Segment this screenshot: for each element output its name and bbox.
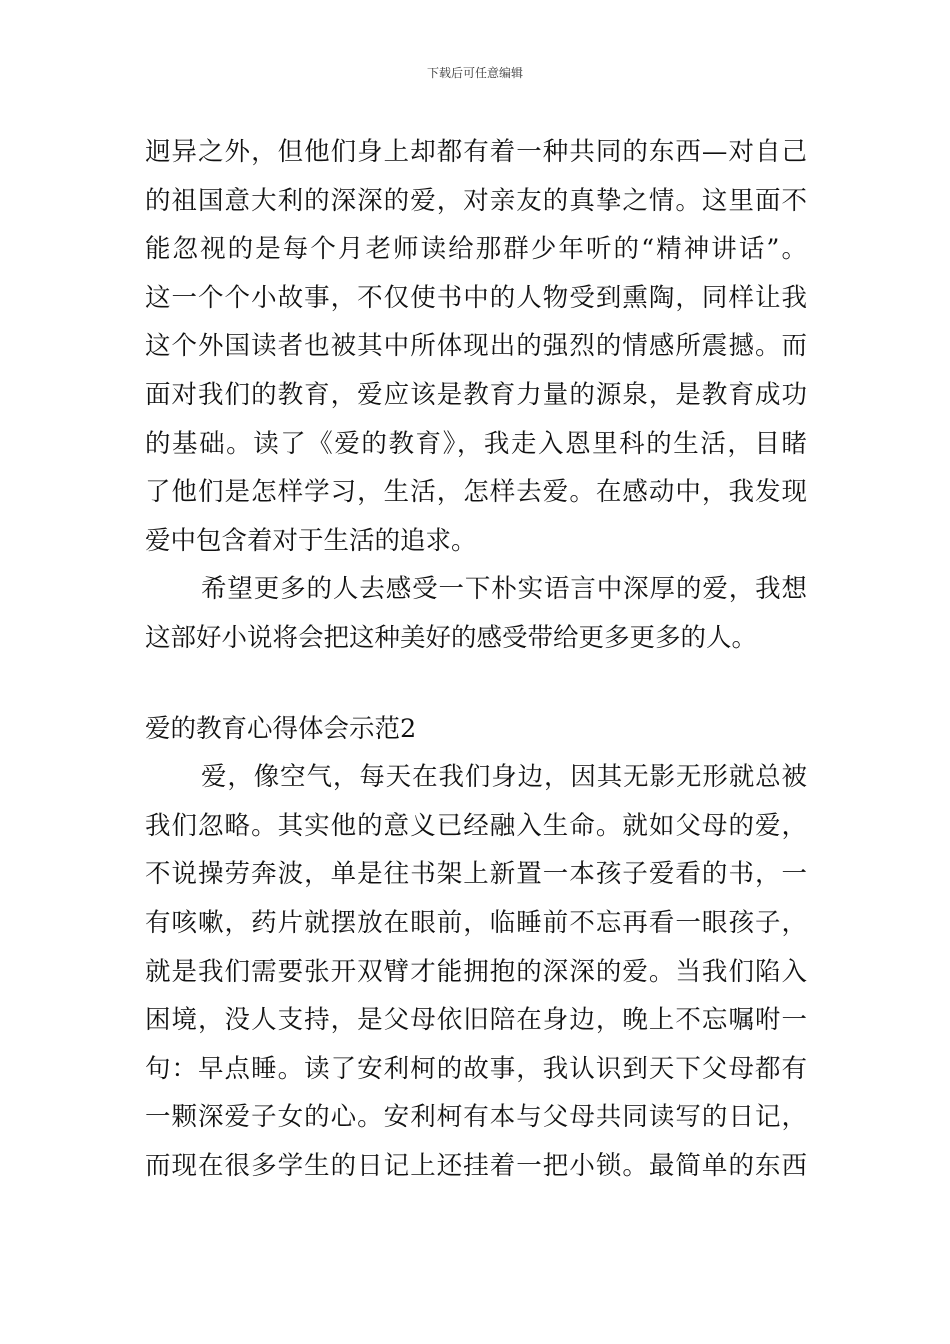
text-line: 一颗深爱子女的心。安利柯有本与父母共同读写的日记， bbox=[145, 1102, 807, 1133]
paragraph-closing bbox=[145, 565, 807, 662]
text-line: 迥异之外，但他们身上却都有着一种共同的东西—对自己 bbox=[145, 137, 807, 167]
paragraph-continued bbox=[145, 128, 807, 565]
text-line: 这一个个小故事，不仅使书中的人物受到熏陶，同样让我 bbox=[145, 282, 807, 313]
text-line: 就是我们需要张开双臂才能拥抱的深深的爱。当我们陷入 bbox=[145, 956, 807, 987]
page-header: 下载后可任意编辑 bbox=[426, 66, 523, 80]
text-line: 而现在很多学生的日记上还挂着一把小锁。最简单的东西 bbox=[145, 1150, 807, 1181]
text-line: 我们忽略。其实他的意义已经融入生命。就如父母的爱， bbox=[145, 810, 807, 841]
text-line: 爱中包含着对于生活的追求。 bbox=[145, 525, 477, 556]
text-line: 不说操劳奔波，单是往书架上新置一本孩子爱看的书，一 bbox=[145, 859, 807, 890]
text-line: 了他们是怎样学习，生活，怎样去爱。在感动中，我发现 bbox=[145, 477, 807, 508]
text-line: 希望更多的人去感受一下朴实语言中深厚的爱，我想 bbox=[201, 574, 807, 605]
paragraph-gap bbox=[145, 663, 807, 705]
text-line: 有咳嗽，药片就摆放在眼前，临睡前不忘再看一眼孩子， bbox=[145, 907, 807, 938]
text-line: 这个外国读者也被其中所体现出的强烈的情感所震撼。而 bbox=[145, 331, 807, 362]
text-line: 能忽视的是每个月老师读给那群少年听的“精神讲话”。 bbox=[145, 234, 807, 265]
text-line: 面对我们的教育，爱应该是教育力量的源泉，是教育成功 bbox=[145, 379, 807, 410]
document-body bbox=[145, 128, 807, 1190]
text-line: 这部好小说将会把这种美好的感受带给更多更多的人。 bbox=[145, 622, 758, 653]
paragraph-section2 bbox=[145, 753, 807, 1190]
text-line: 爱，像空气，每天在我们身边，因其无影无形就总被 bbox=[201, 762, 807, 793]
section-heading: 爱的教育心得体会示范2 bbox=[145, 713, 417, 744]
text-line: 困境，没人支持，是父母依旧陪在身边，晚上不忘嘱咐一 bbox=[145, 1005, 807, 1036]
text-line: 的祖国意大利的深深的爱，对亲友的真挚之情。这里面不 bbox=[145, 185, 807, 216]
text-line: 的基础。读了《爱的教育》，我走入恩里科的生活，目睹 bbox=[145, 428, 807, 459]
text-line: 句：早点睡。读了安利柯的故事，我认识到天下父母都有 bbox=[145, 1053, 807, 1084]
